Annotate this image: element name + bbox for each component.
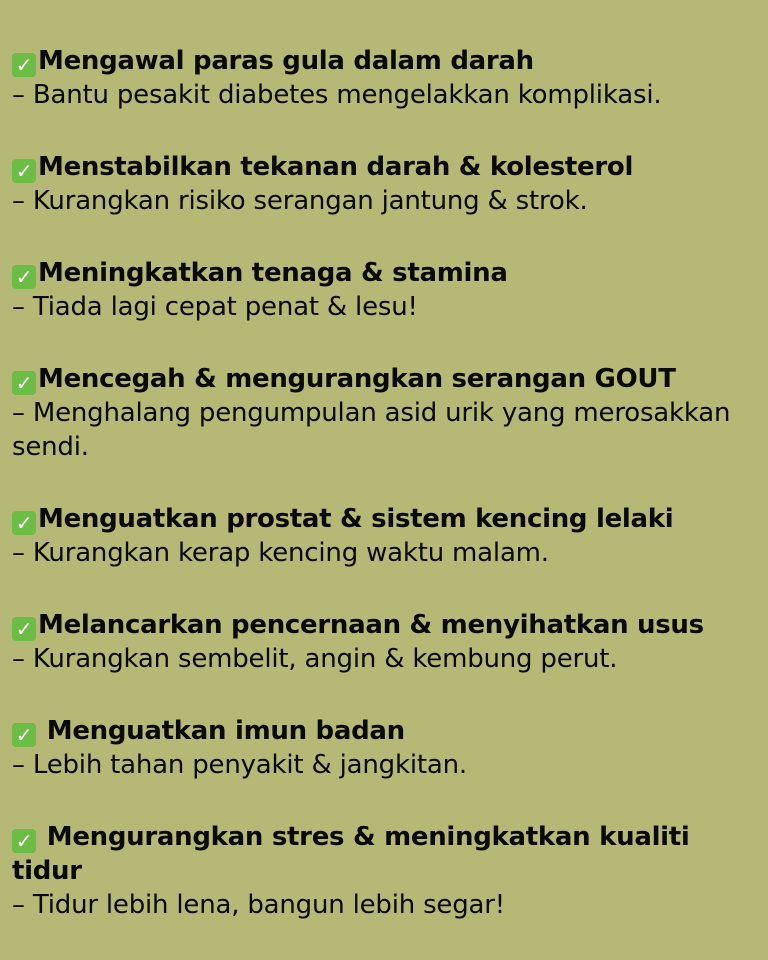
benefit-description: – Bantu pesakit diabetes mengelakkan komplikasi. [12, 80, 662, 110]
check-mark-icon: ✓ [12, 511, 36, 535]
check-mark-icon: ✓ [12, 617, 36, 641]
benefit-title: Melancarkan pencernaan & menyihatkan usus [38, 610, 704, 640]
benefit-item [12, 44, 756, 112]
benefit-list [12, 44, 756, 960]
check-mark-icon: ✓ [12, 265, 36, 289]
benefit-heading [12, 256, 756, 290]
benefit-description: – Tiada lagi cepat penat & lesu! [12, 292, 418, 322]
benefit-item [12, 502, 756, 570]
benefit-title: Mencegah & mengurangkan serangan GOUT [38, 364, 676, 394]
benefit-title: Mengurangkan stres & meningkatkan kualiti tidur [12, 822, 690, 886]
check-mark-icon: ✓ [12, 53, 36, 77]
benefit-description: – Kurangkan risiko serangan jantung & strok. [12, 186, 588, 216]
benefit-title: Mengawal paras gula dalam darah [38, 46, 534, 76]
benefit-item [12, 714, 756, 782]
benefit-description: – Menghalang pengumpulan asid urik yang merosakkan sendi. [12, 398, 731, 462]
benefit-title: Menguatkan imun badan [38, 716, 405, 746]
benefit-heading [12, 820, 756, 888]
benefit-description: – Tidur lebih lena, bangun lebih segar! [12, 890, 505, 920]
benefit-item [12, 608, 756, 676]
benefit-item [12, 362, 756, 464]
benefit-description: – Kurangkan sembelit, angin & kembung perut. [12, 644, 618, 674]
benefit-heading [12, 44, 756, 78]
benefit-heading [12, 362, 756, 396]
benefit-heading [12, 150, 756, 184]
benefit-description: – Kurangkan kerap kencing waktu malam. [12, 538, 549, 568]
benefit-heading [12, 502, 756, 536]
benefit-title: Menguatkan prostat & sistem kencing lelaki [38, 504, 674, 534]
benefit-heading [12, 608, 756, 642]
check-mark-icon: ✓ [12, 159, 36, 183]
check-mark-icon: ✓ [12, 723, 36, 747]
benefit-heading [12, 714, 756, 748]
benefit-title: Meningkatkan tenaga & stamina [38, 258, 508, 288]
benefit-description: – Lebih tahan penyakit & jangkitan. [12, 750, 467, 780]
benefit-item [12, 256, 756, 324]
check-mark-icon: ✓ [12, 371, 36, 395]
benefit-item [12, 820, 756, 922]
benefit-title: Menstabilkan tekanan darah & kolesterol [38, 152, 634, 182]
benefit-item [12, 150, 756, 218]
check-mark-icon: ✓ [12, 829, 36, 853]
